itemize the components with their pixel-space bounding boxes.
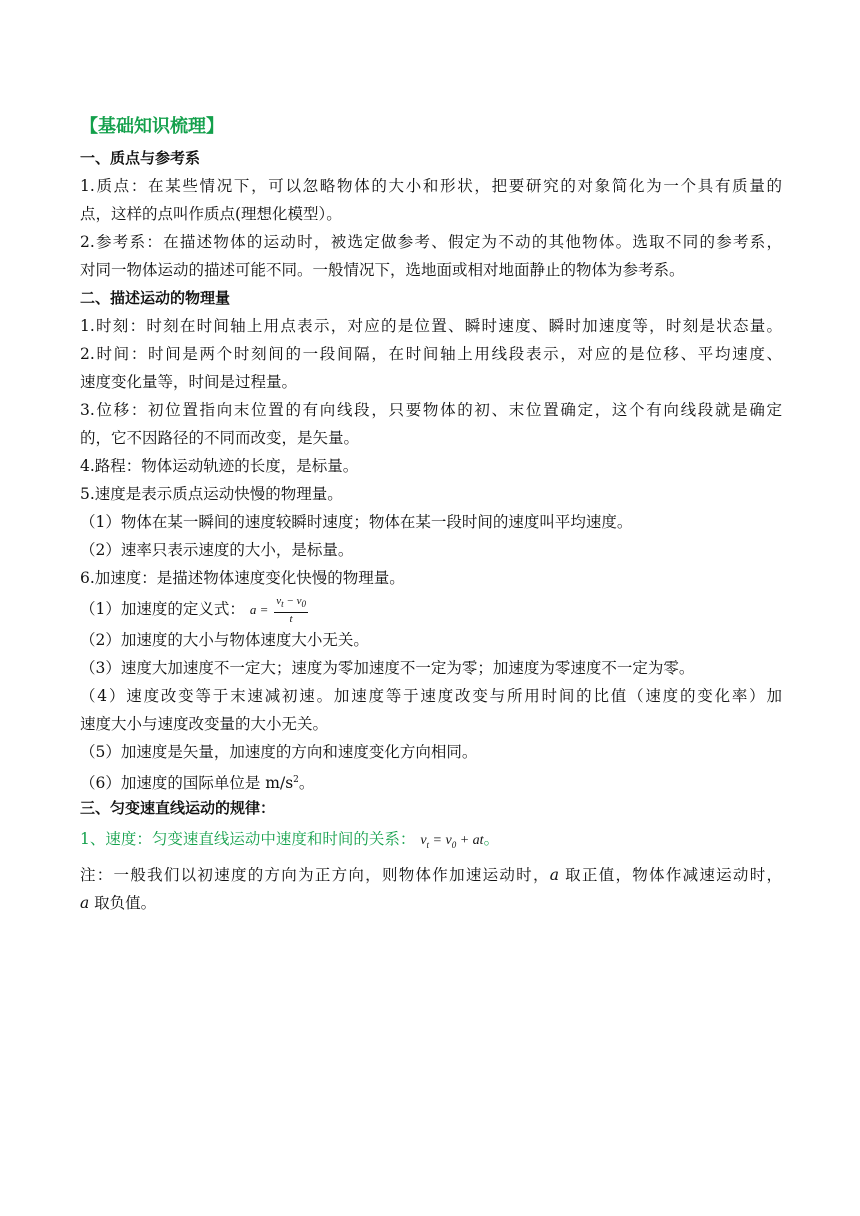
paragraph-distance: 4.路程：物体运动轨迹的长度，是标量。 bbox=[80, 457, 359, 475]
paragraph-acceleration-5: （5）加速度是矢量，加速度的方向和速度变化方向相同。 bbox=[80, 743, 478, 761]
paragraph-note: 注：一般我们以初速度的方向为正方向，则物体作加速运动时，a 取正值，物体作减速运动时， bbox=[80, 866, 782, 884]
paragraph-acceleration-4: （4）速度改变等于末速减初速。加速度等于速度改变与所用时间的比值（速度的变化率）加 bbox=[80, 687, 782, 705]
paragraph-acceleration-2: （2）加速度的大小与物体速度大小无关。 bbox=[80, 631, 369, 649]
paragraph-displacement-cont: 的，它不因路径的不同而改变，是矢量。 bbox=[80, 429, 360, 447]
heading-uniform-acceleration: 三、匀变速直线运动的规律： bbox=[80, 799, 276, 817]
paragraph-acceleration: 6.加速度：是描述物体速度变化快慢的物理量。 bbox=[80, 569, 405, 587]
paragraph-reference-frame-cont: 对同一物体运动的描述可能不同。一般情况下，选地面或相对地面静止的物体为参考系。 bbox=[80, 261, 685, 279]
paragraph-reference-frame: 2.参考系：在描述物体的运动时，被选定做参考、假定为不动的其他物体。选取不同的参考系， bbox=[80, 233, 782, 251]
section-title: 【基础知识梳理】 bbox=[80, 116, 224, 137]
paragraph-note-cont: a 取负值。 bbox=[80, 894, 157, 912]
paragraph-acceleration-4-cont: 速度大小与速度改变量的大小无关。 bbox=[80, 715, 329, 733]
paragraph-acceleration-definition: （1）加速度的定义式： a = $\frac{v_t - v_0}{t}$ bbox=[80, 595, 306, 625]
paragraph-acceleration-6: （6）加速度的国际单位是 $m/s^2$。 bbox=[80, 774, 315, 793]
velocity-formula: $v_t = v_0$ + at bbox=[420, 833, 484, 850]
heading-particle-reference: 一、质点与参考系 bbox=[80, 149, 201, 167]
paragraph-particle-cont: 点，这样的点叫作质点(理想化模型）。 bbox=[80, 205, 342, 223]
paragraph-acceleration-3: （3）速度大加速度不一定大；速度为零加速度不一定为零；加速度为零速度不一定为零。 bbox=[80, 659, 695, 677]
heading-physical-quantities: 二、描述运动的物理量 bbox=[80, 289, 231, 307]
paragraph-moment: 1.时刻：时刻在时间轴上用点表示，对应的是位置、瞬时速度、瞬时加速度等，时刻是状态量。 bbox=[80, 317, 782, 335]
paragraph-time: 2.时间：时间是两个时刻间的一段间隔，在时间轴上用线段表示，对应的是位移、平均速度、 bbox=[80, 345, 782, 363]
document-content bbox=[80, 112, 782, 917]
paragraph-velocity-2: （2）速率只表示速度的大小，是标量。 bbox=[80, 541, 354, 559]
paragraph-displacement: 3.位移：初位置指向末位置的有向线段，只要物体的初、末位置确定，这个有向线段就是确定 bbox=[80, 401, 782, 419]
formula-fraction: $\frac{v_t - v_0}{t}$ bbox=[276, 595, 306, 625]
paragraph-velocity-1: （1）物体在某一瞬间的速度较瞬时速度；物体在某一段时间的速度叫平均速度。 bbox=[80, 513, 633, 531]
paragraph-time-cont: 速度变化量等，时间是过程量。 bbox=[80, 373, 298, 391]
paragraph-particle: 1.质点：在某些情况下，可以忽略物体的大小和形状，把要研究的对象简化为一个具有质量的 bbox=[80, 177, 782, 195]
acceleration-formula: a = $\frac{v_t - v_0}{t}$ bbox=[249, 595, 306, 625]
paragraph-velocity-time-relation: 1、速度：匀变速直线运动中速度和时间的关系： $v_t = v_0$ + at。 bbox=[80, 830, 500, 850]
paragraph-velocity: 5.速度是表示质点运动快慢的物理量。 bbox=[80, 485, 343, 503]
